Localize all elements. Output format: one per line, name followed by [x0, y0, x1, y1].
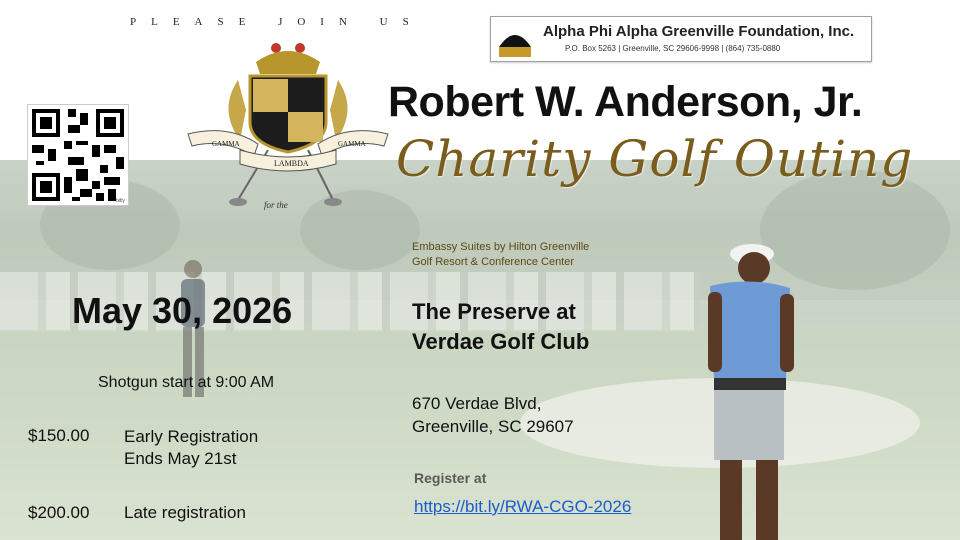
event-date: May 30, 2026 — [72, 290, 293, 331]
early-label: Early Registration — [124, 427, 259, 446]
venue-name-line1: The Preserve at — [412, 299, 576, 324]
venue-address — [412, 392, 574, 438]
venue-street: 670 Verdae Blvd, — [412, 394, 542, 413]
foundation-address: P.O. Box 5263 | Greenville, SC 29606-9998 | (864) 735-0880 — [565, 44, 781, 53]
crest-for-the: for the — [264, 200, 288, 210]
early-registration — [124, 426, 258, 470]
fraternity-crest-icon — [178, 40, 398, 215]
golfer-foreground-icon — [690, 240, 805, 540]
qr-code-icon — [28, 105, 128, 205]
qr-code[interactable] — [27, 104, 129, 206]
foundation-emblem-icon — [497, 21, 533, 59]
qr-caption: bitly — [116, 198, 125, 204]
venue-city: Greenville, SC 29607 — [412, 417, 574, 436]
foundation-logo — [490, 16, 872, 62]
register-label: Register at — [414, 470, 487, 486]
honoree-name: Robert W. Anderson, Jr. — [388, 78, 863, 126]
late-label: Late registration — [124, 503, 246, 522]
shotgun-start: Shotgun start at 9:00 AM — [98, 374, 275, 391]
early-price: $150.00 — [28, 426, 90, 445]
venue-name — [412, 297, 589, 357]
registration-link[interactable]: https://bit.ly/RWA-CGO-2026 — [414, 497, 632, 516]
foundation-name: Alpha Phi Alpha Greenville Foundation, Inc. — [543, 23, 855, 40]
venue-partner-line1: Embassy Suites by Hilton Greenville — [412, 241, 590, 253]
event-title: Charity Golf Outing — [396, 130, 914, 188]
venue-name-line2: Verdae Golf Club — [412, 329, 590, 354]
crest-banner-left: GAMMA — [212, 140, 240, 148]
venue-partner — [412, 240, 589, 270]
crest-banner-center: LAMBDA — [274, 159, 309, 168]
crest-banner-right: GAMMA — [338, 140, 366, 148]
venue-partner-line2: Golf Resort & Conference Center — [412, 256, 575, 268]
early-note: Ends May 21st — [124, 449, 237, 468]
please-join-us: PLEASE JOIN US — [130, 16, 424, 28]
late-price: $200.00 — [28, 503, 90, 522]
